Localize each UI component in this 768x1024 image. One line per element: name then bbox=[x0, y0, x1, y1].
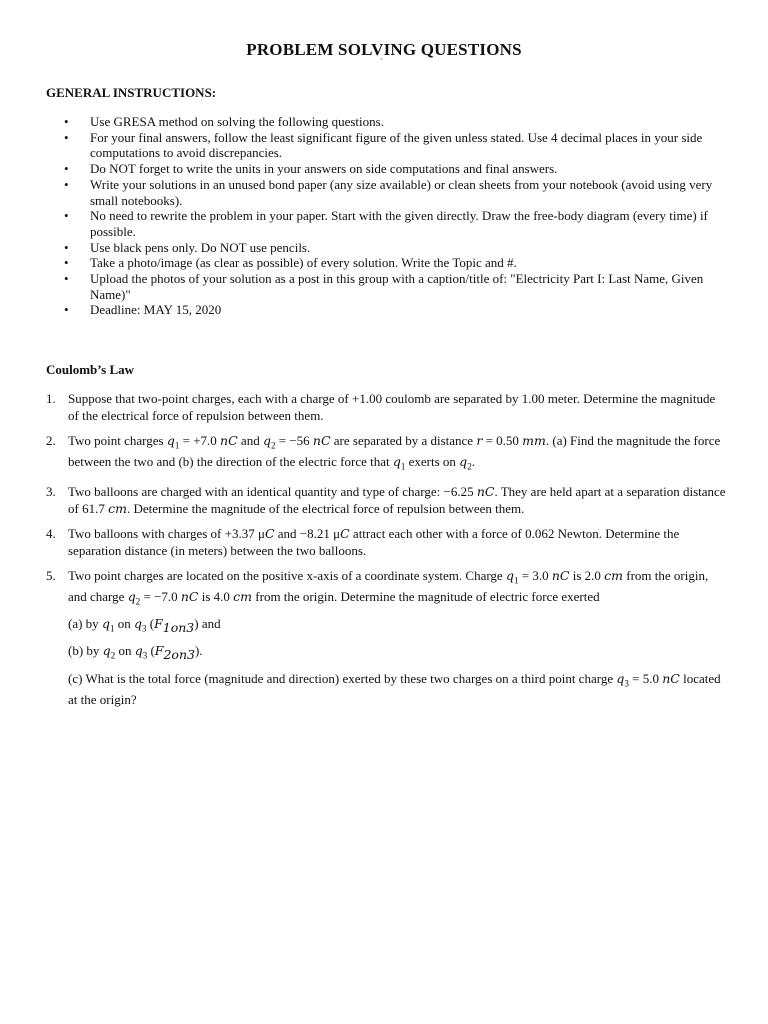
problem-list bbox=[46, 391, 726, 717]
coulombs-law-heading: Coulomb’s Law bbox=[46, 362, 135, 377]
instruction-item: • Take a photo/image (as clear as possible) of every solution. Write the Topic and #. bbox=[60, 255, 730, 271]
problem-4 bbox=[46, 526, 726, 559]
subpart-a: (a) by $q_1$ on $q_3$ $(F_{1on3})$ and bbox=[68, 616, 221, 635]
instruction-item: • No need to rewrite the problem in your paper. Start with the given directly. Draw the free-body diagram (every time) if possible. bbox=[60, 208, 730, 239]
subpart-c: (c) What is the total force (magnitude and direction) exerted by these two charges on a third point charge $q_3 = 5.0$ nC located at the origin? bbox=[68, 670, 721, 707]
problem-2 bbox=[46, 433, 726, 475]
problem-text: Two point charges are located on the positive x-axis of a coordinate system. Charge $q_1 = 3.0$ nC is 2.0 cm from the origin, and charge $q_2 = -7.0$ nC is 4.0 cm from the origin. Determine the magnitude of electric force exerted bbox=[68, 568, 709, 607]
problem-text: Two balloons with charges of +3.37 μC and −8.21 μC attract each other with a force of 0.062 Newton. Determine the separation distance (in meters) between the two balloons. bbox=[68, 526, 680, 558]
problem-number: 3. bbox=[46, 484, 56, 500]
instruction-item: • Use black pens only. Do NOT use pencils. bbox=[60, 240, 730, 256]
problem-number: 4. bbox=[46, 526, 56, 542]
problem-number: 2. bbox=[46, 433, 56, 448]
instruction-item: • Do NOT forget to write the units in your answers on side computations and final answers. bbox=[60, 161, 730, 177]
problem-1 bbox=[46, 391, 726, 424]
problem-3 bbox=[46, 484, 726, 517]
instructions-list bbox=[60, 114, 730, 318]
problem-number: 5. bbox=[46, 568, 56, 584]
instruction-item: • For your final answers, follow the least significant figure of the given unless stated. Use 4 decimal places in your side computations to avoid discrepancies. bbox=[60, 130, 730, 161]
problem-text: Two balloons are charged with an identical quantity and type of charge: −6.25 nC. They are held apart at a separation distance of 61.7 cm. Determine the magnitude of the electrical force of repulsion between them. bbox=[68, 484, 726, 516]
problem-5 bbox=[46, 568, 726, 708]
page-title: PROBLEM SOLVING QUESTIONS bbox=[246, 40, 522, 59]
problem-text: Suppose that two-point charges, each with a charge of +1.00 coulomb are separated by 1.00 meter. Determine the magnitude of the electrical force of repulsion between them. bbox=[68, 391, 716, 423]
general-instructions-heading: GENERAL INSTRUCTIONS: bbox=[46, 85, 217, 100]
instruction-item: • Write your solutions in an unused bond paper (any size available) or clean sheets from your notebook (avoid using very small notebooks). bbox=[60, 177, 730, 208]
subpart-b: (b) by $q_2$ on $q_3$ $(F_{2on3})$. bbox=[68, 643, 203, 663]
title-mark: ` bbox=[380, 58, 384, 69]
instruction-item: • Upload the photos of your solution as a post in this group with a caption/title of: "Electricity Part I: Last Name, Given Name)" bbox=[60, 271, 730, 302]
problem-number: 1. bbox=[46, 391, 56, 406]
problem-text: Two point charges $q_1 = +7.0$ nC and $q_2 = -56$ nC are separated by a distance r = 0.50 mm. (a) Find the magnitude the force between the two and (b) the direction of the electric force that $q_1$ exerts on $q_2$. bbox=[68, 433, 721, 472]
instruction-item: • Deadline: MAY 15, 2020 bbox=[60, 302, 730, 318]
instruction-item: • Use GRESA method on solving the following questions. bbox=[60, 114, 730, 130]
